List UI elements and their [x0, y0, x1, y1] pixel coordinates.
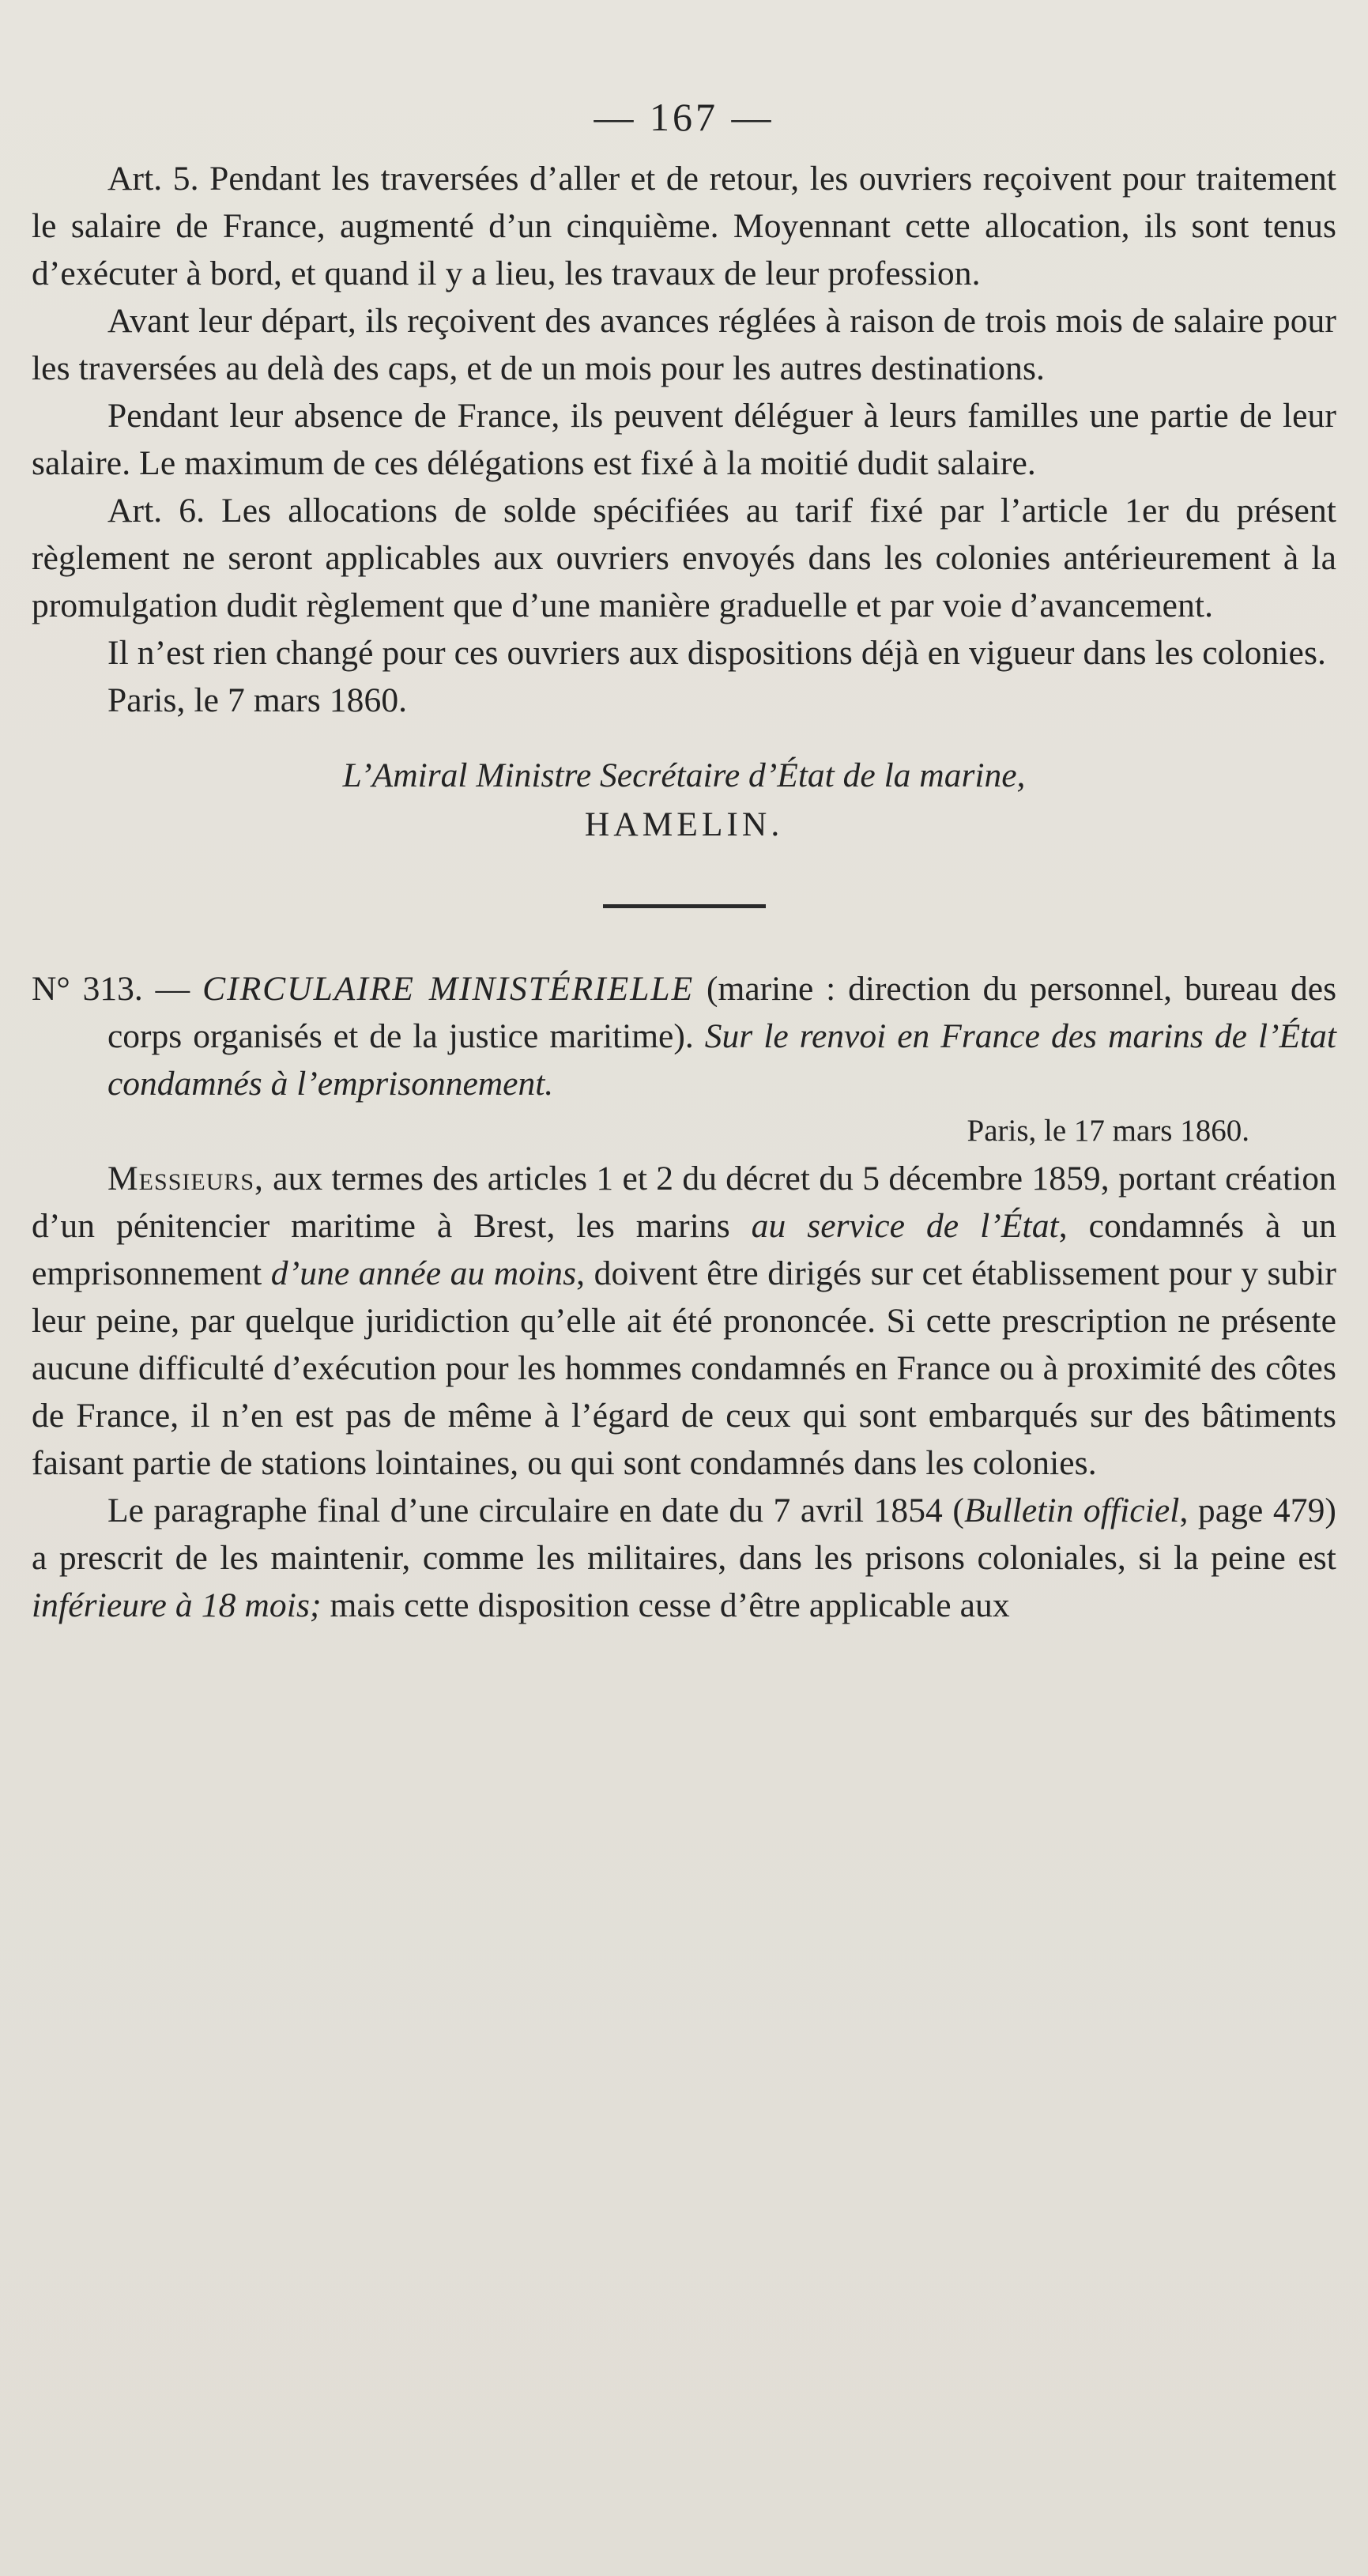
circular-p1-text-b: , condamnés à un emprisonnement	[32, 1207, 1337, 1292]
circular-paragraph-2	[32, 1487, 1336, 1629]
article-6	[32, 487, 1336, 677]
circular-p1-text-c: , doivent être dirigés sur cet établissement pour y subir leur peine, par quelque juridiction qu’elle ait été prononcée. Si cette prescription ne présente aucune difficulté d’exécution pour les hommes condamnés en France ou à proximité des côtes de France, il n’en est pas de même à l’égard de ceux qui sont embarqués sur des bâtiments faisant partie de stations lointaines, ou qui sont condamnés dans les colonies.	[32, 1254, 1337, 1482]
art6-paragraph-2: Il n’est rien changé pour ces ouvriers aux dispositions déjà en vigueur dans les colonies.	[107, 634, 1326, 672]
circular-313	[32, 965, 1336, 1629]
decree-date: Paris, le 7 mars 1860.	[107, 681, 408, 719]
circular-p1-italic-2: d’une année au moins	[270, 1254, 577, 1292]
circular-date: Paris, le 17 mars 1860.	[967, 1114, 1249, 1148]
circular-p2-text-c: mais cette disposition cesse d’être applicable aux	[330, 1586, 1010, 1624]
circular-p1-text-a: aux termes des articles 1 et 2 du décret du 5 décembre 1859, portant création d’un pénitencier maritime à Brest, les marins	[32, 1160, 1336, 1245]
circular-kind: CIRCULAIRE MINISTÉRIELLE	[202, 970, 695, 1008]
circular-p2-text-a: Le paragraphe final d’une circulaire en date du 7 avril 1854 (	[107, 1492, 964, 1529]
signatory-name: HAMELIN.	[584, 805, 784, 843]
circular-number: N° 313. —	[32, 970, 190, 1008]
salutation: Messieurs,	[107, 1160, 264, 1197]
circular-p2-italic-1: Bulletin officiel	[963, 1492, 1180, 1529]
circular-p1-italic-1: au service de l’État	[751, 1207, 1059, 1245]
circular-p2-text-b: , page 479) a prescrit de les maintenir, comme les militaires, dans les prisons coloniales, si la peine est	[32, 1492, 1337, 1577]
art5-paragraph-3: Pendant leur absence de France, ils peuvent déléguer à leurs familles une partie de leur salaire. Le maximum de ces délégations est fixé à la moitié dudit salaire.	[32, 397, 1336, 482]
art5-paragraph-2: Avant leur départ, ils reçoivent des avances réglées à raison de trois mois de salaire pour les traversées au delà des caps, et de un mois pour les autres destinations.	[32, 302, 1336, 387]
section-divider	[603, 904, 766, 908]
circular-p2-italic-2: inférieure à 18 mois;	[32, 1586, 322, 1624]
circular-paragraph-1	[32, 1155, 1336, 1487]
circular-subject: Sur le renvoi en France des marins de l’État condamnés à l’emprisonnement.	[107, 1017, 1337, 1103]
signature-block	[32, 751, 1336, 849]
article-5	[32, 155, 1336, 487]
art6-paragraph-1: Art. 6. Les allocations de solde spécifiées au tarif fixé par l’article 1er du présent règlement ne seront applicables aux ouvriers envoyés dans les colonies antérieurement à la promulgation dudit règlement que d’une manière graduelle et par voie d’avancement.	[32, 492, 1336, 624]
page-number: — 167 —	[594, 95, 774, 139]
signatory-role: L’Amiral Ministre Secrétaire d’État de la marine,	[342, 756, 1026, 794]
art5-paragraph-1: Art. 5. Pendant les traversées d’aller et de retour, les ouvriers reçoivent pour traitement le salaire de France, augmenté d’un cinquième. Moyennant cette allocation, ils sont tenus d’exécuter à bord, et quand il y a lieu, les travaux de leur profession.	[32, 160, 1336, 292]
circular-department: (marine : direction du personnel, bureau des corps organisés et de la justice maritime).	[107, 970, 1337, 1055]
circular-heading	[32, 965, 1336, 1107]
